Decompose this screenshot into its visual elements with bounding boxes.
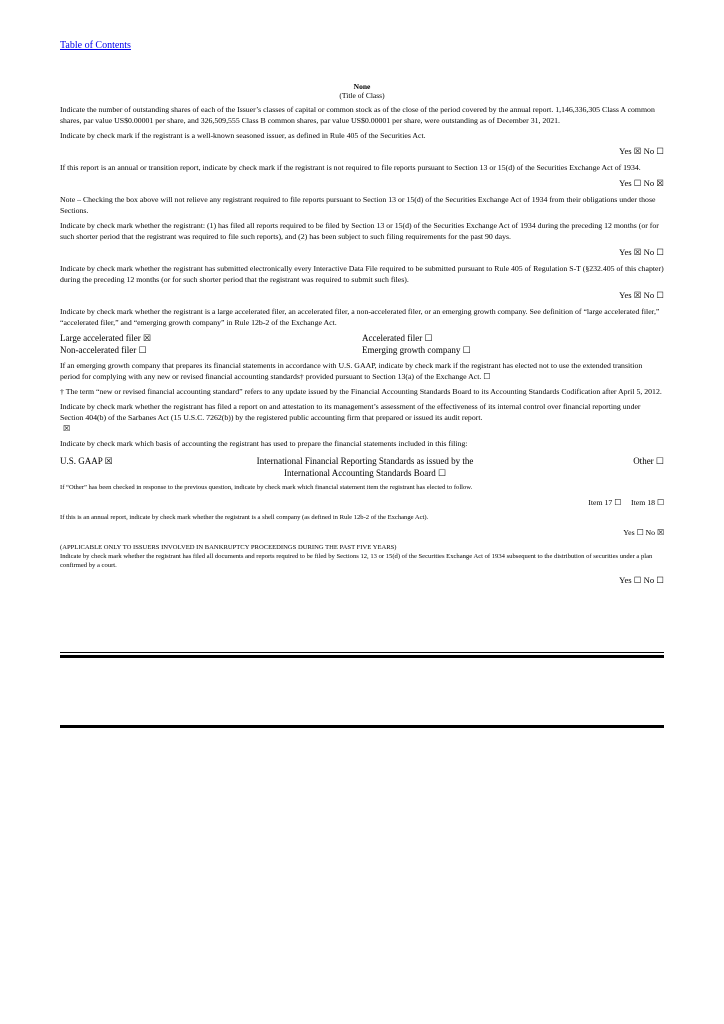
table-of-contents-link[interactable]: Table of Contents bbox=[60, 40, 131, 51]
wksi-paragraph: Indicate by check mark if the registrant is a well-known seasoned issuer, as defined in Rule 405 of the Securities Act. bbox=[60, 131, 426, 140]
icfr-checkbox[interactable]: ☒ bbox=[63, 424, 70, 433]
large-accelerated-filer-checkbox[interactable]: Large accelerated filer ☒ bbox=[60, 333, 152, 343]
title-of-class-caption: (Title of Class) bbox=[339, 91, 385, 100]
dagger-footnote: † The term “new or revised financial accounting standard” refers to any update issued by the Financial Accounting Standards Board to its Accounting Standards Codification after April 5, 2012. bbox=[60, 387, 662, 396]
bankruptcy-checkboxes[interactable]: Yes ☐ No ☐ bbox=[619, 575, 664, 585]
interactive-data-checkboxes[interactable]: Yes ☒ No ☐ bbox=[619, 290, 664, 300]
divider-thin bbox=[60, 652, 664, 653]
item-17-18-checkboxes[interactable]: Item 17 ☐ Item 18 ☐ bbox=[588, 498, 664, 507]
interactive-data-paragraph: Indicate by check mark whether the registrant has submitted electronically every Interactive Data File required to be submitted pursuant to Rule 405 of Regulation S-T (§232.405 of this chapter) during the preceding 12 months (or for such shorter period that the registrant was required to submit such files). bbox=[60, 264, 664, 284]
filed-reports-paragraph: Indicate by check mark whether the registrant: (1) has filed all reports required to be filed by Section 13 or 15(d) of the Securities Exchange Act of 1934 during the preceding 12 months (or for such shorter period that the registrant was required to file such reports), and (2) has been subject to such filing requirements for the past 90 days. bbox=[60, 221, 659, 241]
accelerated-filer-checkbox[interactable]: Accelerated filer ☐ bbox=[362, 333, 433, 343]
note-paragraph: Note – Checking the box above will not relieve any registrant required to file reports pursuant to Section 13 or 15(d) of the Securities Exchange Act of 1934 from their obligations under those Sections. bbox=[60, 195, 656, 215]
title-of-class-value: None bbox=[353, 82, 371, 91]
icfr-paragraph: Indicate by check mark whether the registrant has filed a report on and attestation to its management’s assessment of the effectiveness of its internal control over financial reporting under Section 404(b) of the Sarbanes Act (15 U.S.C. 7262(b)) by the registered public accounting firm that prepared or issued its audit report. bbox=[60, 402, 641, 422]
outstanding-shares-paragraph: Indicate the number of outstanding shares of each of the Issuer’s classes of capital or common stock as of the close of the period covered by the annual report. 1,146,336,305 Class A common shares, par value US$0.00001 per share, and 326,509,555 Class B common shares, par value US$0.00001 per share, were outstanding as of December 31, 2021. bbox=[60, 105, 655, 125]
us-gaap-checkbox[interactable]: U.S. GAAP ☒ bbox=[60, 456, 113, 466]
bankruptcy-heading: (APPLICABLE ONLY TO ISSUERS INVOLVED IN BANKRUPTCY PROCEEDINGS DURING THE PAST FIVE YEARS) bbox=[60, 544, 397, 551]
ifrs-label-line-1: International Financial Reporting Standards as issued by the bbox=[256, 456, 474, 466]
non-accelerated-filer-checkbox[interactable]: Non-accelerated filer ☐ bbox=[60, 345, 147, 355]
page-bottom-rule bbox=[60, 725, 664, 728]
filer-type-row-1 bbox=[60, 332, 664, 344]
ifrs-checkbox[interactable] bbox=[210, 455, 520, 479]
ifrs-label-line-2: International Accounting Standards Board ☐ bbox=[283, 468, 447, 478]
accounting-basis-options bbox=[60, 455, 664, 479]
not-required-checkboxes[interactable]: Yes ☐ No ☒ bbox=[619, 178, 664, 188]
emerging-growth-company-checkbox[interactable]: Emerging growth company ☐ bbox=[362, 345, 471, 355]
divider-thick bbox=[60, 655, 664, 658]
accounting-basis-paragraph: Indicate by check mark which basis of accounting the registrant has used to prepare the financial statements included in this filing: bbox=[60, 439, 468, 448]
other-item-paragraph: If “Other” has been checked in response to the previous question, indicate by check mark which financial statement item the registrant has elected to follow. bbox=[60, 484, 473, 491]
bankruptcy-paragraph: Indicate by check mark whether the registrant has filed all documents and reports required to be filed by Sections 12, 13 or 15(d) of the Securities Exchange Act of 1934 subsequent to the distribution of securities under a plan confirmed by a court. bbox=[60, 553, 653, 569]
filer-type-paragraph: Indicate by check mark whether the registrant is a large accelerated filer, an accelerated filer, a non-accelerated filer, or an emerging growth company. See definition of “large accelerated filer,” “accelerated filer,” and “emerging growth company” in Rule 12b-2 of the Exchange Act. bbox=[60, 307, 660, 327]
egc-transition-paragraph: If an emerging growth company that prepares its financial statements in accordance with U.S. GAAP, indicate by check mark if the registrant has elected not to use the extended transition period for complying with any new or revised financial accounting standards† provided pursuant to Section 13(a) of the Exchange Act. ☐ bbox=[60, 361, 643, 381]
other-basis-checkbox[interactable]: Other ☐ bbox=[633, 456, 664, 466]
not-required-paragraph: If this report is an annual or transition report, indicate by check mark if the registrant is not required to file reports pursuant to Section 13 or 15(d) of the Securities Exchange Act of 1934. bbox=[60, 163, 641, 172]
shell-company-checkboxes[interactable]: Yes ☐ No ☒ bbox=[623, 528, 664, 537]
cover-page-body bbox=[60, 82, 664, 587]
filer-type-row-2 bbox=[60, 344, 664, 356]
filed-reports-checkboxes[interactable]: Yes ☒ No ☐ bbox=[619, 247, 664, 257]
shell-company-paragraph: If this is an annual report, indicate by check mark whether the registrant is a shell company (as defined in Rule 12b-2 of the Exchange Act). bbox=[60, 514, 429, 521]
wksi-checkboxes[interactable]: Yes ☒ No ☐ bbox=[619, 146, 664, 156]
